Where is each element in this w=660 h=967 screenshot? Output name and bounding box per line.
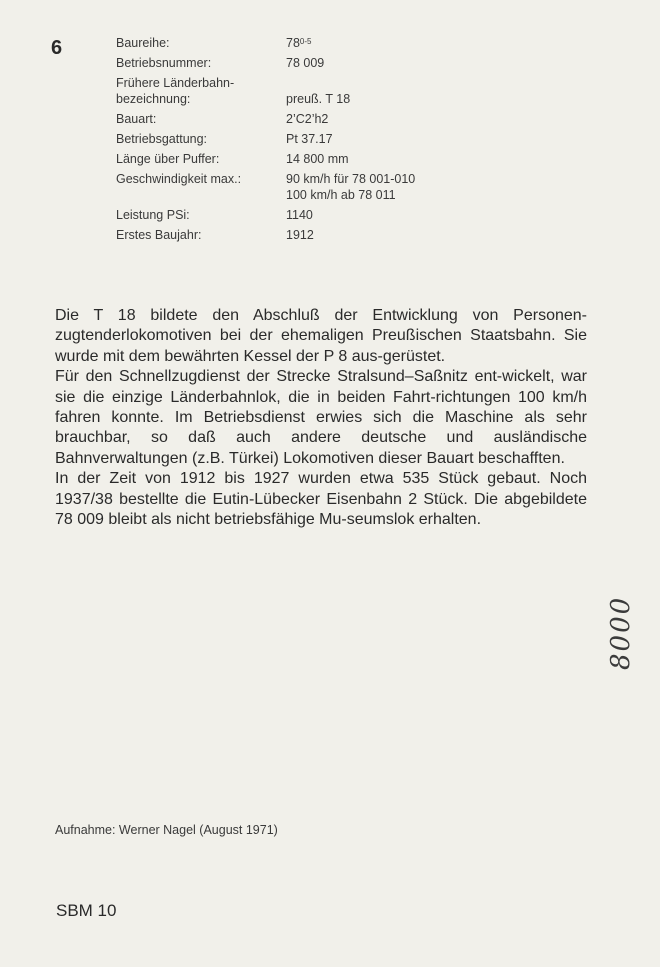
spec-value: 1912: [286, 228, 314, 242]
spec-label: Frühere Länderbahn- bezeichnung:: [116, 76, 235, 106]
spec-label: Baureihe:: [116, 36, 170, 50]
spec-label: Bauart:: [116, 112, 157, 126]
description-text: [55, 306, 587, 530]
spec-value: 14 800 mm: [286, 152, 349, 166]
spec-label: Länge über Puffer:: [116, 152, 220, 166]
spec-row-betriebsnummer: [116, 55, 556, 71]
spec-label: Geschwindigkeit max.:: [116, 172, 242, 186]
spec-value: 2’C2’h2: [286, 112, 329, 126]
series-code: SBM 10: [56, 901, 117, 920]
card-number: 6: [51, 37, 63, 59]
spec-label: Leistung PSi:: [116, 208, 190, 222]
description-paragraph: Für den Schnellzugdienst der Strecke Stralsund–Saßnitz ent-wickelt, war sie die einzige Länderbahnlok, die in beiden Fahrt-richtungen 100 km/h fahren konnte. Im Betriebsdienst erwies sich die Maschine als sehr brauchbar, so daß auch andere deutsche und ausländische Bahnverwaltungen (z.B. Türkei) Lokomotiven dieser Bauart beschafften.: [55, 368, 587, 467]
spec-row-betriebsgattung: [116, 131, 556, 147]
spec-value: 1140: [286, 208, 313, 222]
spec-row-leistung: [116, 207, 556, 223]
photo-credit: Aufnahme: Werner Nagel (August 1971): [55, 823, 278, 837]
spec-table: [116, 35, 556, 247]
spec-value: 78$^{0-5}$: [286, 36, 312, 50]
description-paragraph: Die T 18 bildete den Abschluß der Entwicklung von Personen-zugtenderlokomotiven bei der ehemaligen Preußischen Staatsbahn. Sie wurde mit dem bewährten Kessel der P 8 aus-gerüstet.: [55, 307, 587, 365]
spec-value: Pt 37.17: [286, 132, 333, 146]
spec-value: preuß. T 18: [286, 92, 351, 106]
spec-label: Betriebsgattung:: [116, 132, 208, 146]
spec-row-baureihe: [116, 35, 556, 51]
handwritten-note: 8000: [606, 595, 636, 670]
description-paragraph: In der Zeit von 1912 bis 1927 wurden etwa 535 Stück gebaut. Noch 1937/38 bestellte die Eutin-Lübecker Eisenbahn 2 Stück. Die abgebildete 78 009 bleibt als nicht betriebsfähige Mu-seumslok erhalten.: [55, 470, 587, 529]
spec-label: Betriebsnummer:: [116, 56, 212, 70]
spec-label: Erstes Baujahr:: [116, 228, 202, 242]
spec-value: 78 009: [286, 56, 325, 70]
spec-row-laenderbahn: [116, 75, 556, 107]
spec-row-bauart: [116, 111, 556, 127]
spec-row-geschwindigkeit: [116, 171, 556, 203]
spec-row-baujahr: [116, 227, 556, 243]
spec-row-laenge: [116, 151, 556, 167]
spec-value: 90 km/h für 78 001-010 100 km/h ab 78 011: [286, 172, 416, 202]
spec-value-superscript: 0-5: [299, 37, 312, 46]
